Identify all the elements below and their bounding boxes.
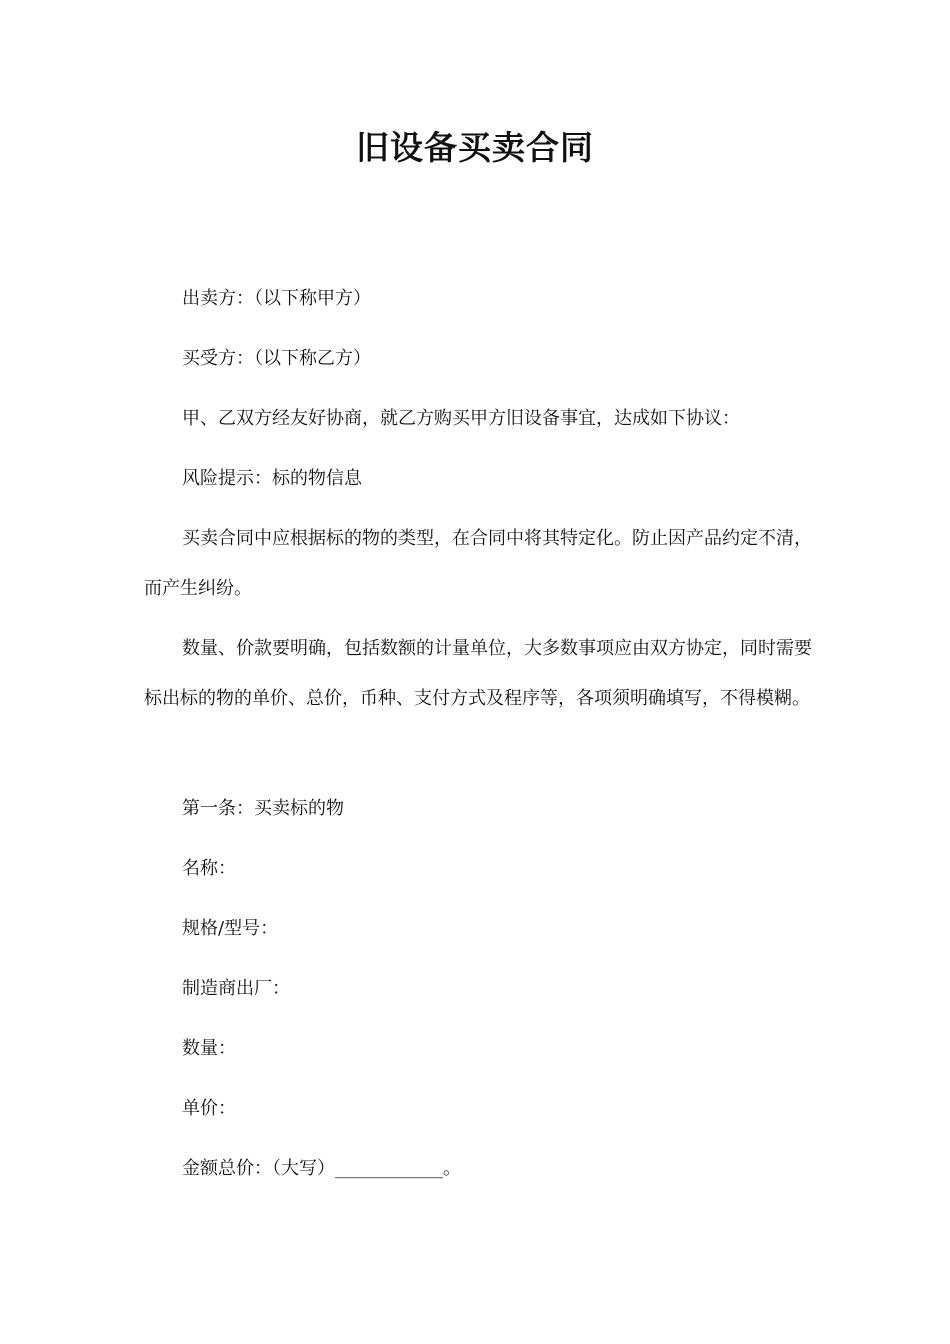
risk-notice-paragraph-1: 买卖合同中应根据标的物的类型，在合同中将其特定化。防止因产品约定不清，而产生纠纷。 [144, 528, 812, 599]
risk-notice-paragraph-2: 数量、价款要明确，包括数额的计量单位，大多数事项应由双方协定，同时需要标出标的物的单价、总价，币种、支付方式及程序等，各项须明确填写，不得模糊。 [144, 638, 812, 709]
field-unit-price: 单价： [182, 1098, 236, 1119]
buyer-line: 买受方：（以下称乙方） [182, 348, 371, 369]
field-quantity: 数量： [182, 1038, 236, 1059]
article-one-heading: 第一条：买卖标的物 [182, 798, 344, 819]
field-total-amount: 金额总价：（大写）____________。 [182, 1158, 461, 1179]
document-title: 旧设备买卖合同 [356, 128, 594, 167]
seller-line: 出卖方：（以下称甲方） [182, 288, 371, 309]
field-name: 名称： [182, 858, 236, 879]
risk-notice-heading: 风险提示：标的物信息 [182, 468, 362, 489]
field-manufacturer: 制造商出厂： [182, 978, 290, 999]
agreement-intro: 甲、乙双方经友好协商，就乙方购买甲方旧设备事宜，达成如下协议： [182, 408, 740, 429]
field-spec-model: 规格/型号： [182, 918, 279, 939]
